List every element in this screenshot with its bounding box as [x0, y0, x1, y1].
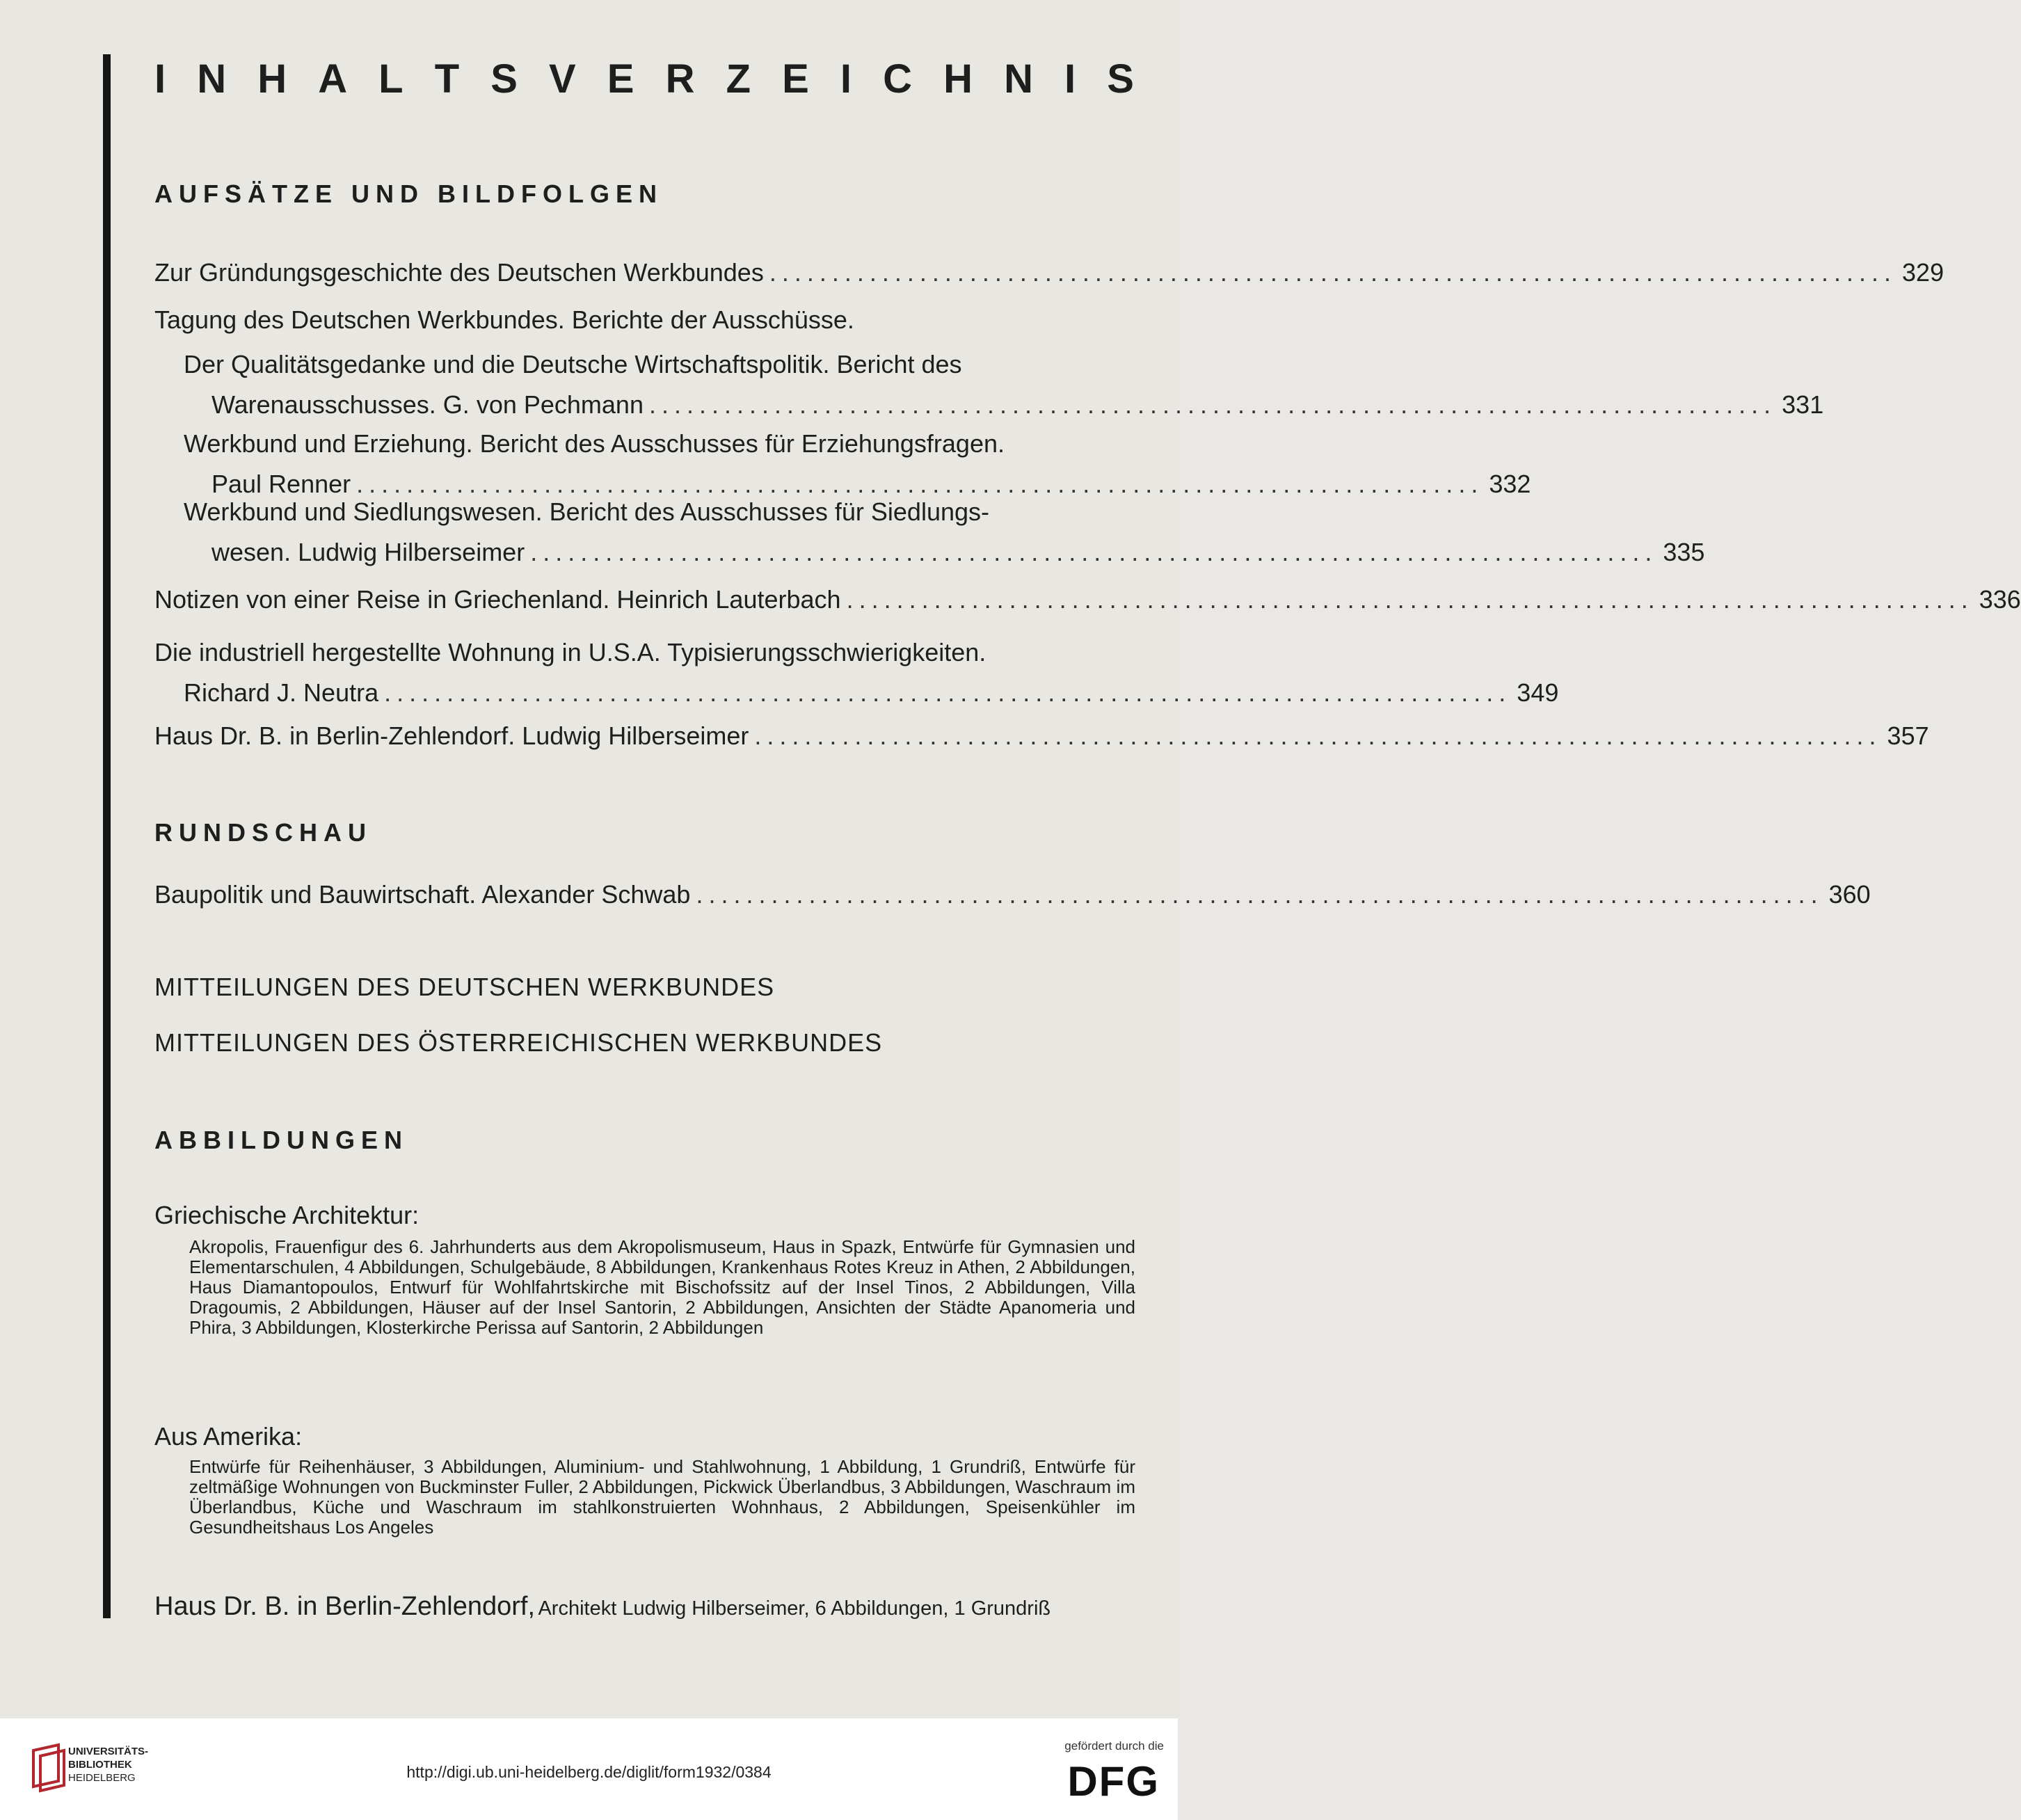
entry-title-line1: Der Qualitätsgedanke und die Deutsche Wirtschaftspolitik. Bericht des	[184, 350, 962, 378]
entry-title: Notizen von einer Reise in Griechenland. Heinrich Lauterbach	[154, 585, 841, 614]
abbildungen-amerika-text: Entwürfe für Reihenhäuser, 3 Abbildungen, Aluminium- und Stahlwohnung, 1 Abbildung, 1 Grundriß, Entwürfe für zeltmäßige Wohnungen von Buckminster Fuller, 2 Abbildungen, Pickwick Überlandbus, 3 Abbildungen, Waschraum im Überlandbus, Küche und Waschraum im stahlkonstruierten Wohnhaus, 2 Abbildungen, Speisenkühler im Gesundheitshaus Los Angeles	[189, 1456, 1135, 1538]
toc-entry	[154, 878, 1871, 911]
title-letter: L	[378, 56, 404, 102]
abbildungen-griechisch-heading: Griechische Architektur:	[154, 1201, 420, 1229]
leader-dots: ..........................................................................................	[769, 258, 1897, 287]
page-title	[154, 54, 1134, 104]
source-url-link[interactable]: http://digi.ub.uni-heidelberg.de/diglit/form1932/0384	[406, 1763, 772, 1781]
title-letter: T	[434, 56, 460, 102]
section-heading-rundschau: RUNDSCHAU	[154, 818, 372, 847]
toc-entry	[154, 256, 1944, 289]
title-letter: C	[883, 56, 912, 102]
dfg-logo: DFG	[1067, 1758, 1160, 1805]
leader-dots: ..........................................................................................	[648, 390, 1777, 419]
entry-title: Zur Gründungsgeschichte des Deutschen Werkbundes	[154, 258, 764, 287]
abbildungen-haus-line	[154, 1592, 1051, 1622]
title-letter: I	[154, 56, 166, 102]
title-letter: S	[490, 56, 518, 102]
abbildungen-griechisch-text: Akropolis, Frauenfigur des 6. Jahrhunderts aus dem Akropolismuseum, Haus in Spazk, Entwürfe für Gymnasien und Elementarschulen, 4 Abbildungen, Schulgebäude, 8 Abbildungen, Krankenhaus Rotes Kreuz in Athen, 2 Abbildungen, Haus Diamantopoulos, Entwurf für Wohlfahrtskirche mit Bischofssitz auf der Insel Tinos, 2 Abbildungen, Villa Dragoumis, 2 Abbildungen, Häuser auf der Insel Santorin, 2 Abbildungen, Ansichten der Städte Apanomeria und Phira, 3 Abbildungen, Klosterkirche Perissa auf Santorin, 2 Abbildungen	[189, 1236, 1135, 1338]
leader-dots: ..........................................................................................	[356, 470, 1484, 498]
entry-title: Baupolitik und Bauwirtschaft. Alexander Schwab	[154, 880, 691, 909]
section-heading-abbildungen: ABBILDUNGEN	[154, 1126, 408, 1154]
title-letter: I	[840, 56, 852, 102]
page-number: 357	[1887, 721, 1929, 750]
toc-entry	[154, 303, 1135, 337]
page-number: 349	[1517, 678, 1559, 707]
leader-dots: ..........................................................................................	[696, 880, 1823, 909]
title-letter: E	[782, 56, 809, 102]
toc-entry	[154, 427, 1531, 501]
toc-entry	[154, 495, 1705, 569]
haus-details: Architekt Ludwig Hilberseimer, 6 Abbildungen, 1 Grundriß	[538, 1597, 1051, 1620]
entry-title: Haus Dr. B. in Berlin-Zehlendorf. Ludwig Hilberseimer	[154, 721, 749, 750]
mitteilungen-oesterreich: MITTEILUNGEN DES ÖSTERREICHISCHEN WERKBUNDES	[154, 1028, 883, 1057]
title-letter: N	[1004, 56, 1033, 102]
viewer-footer	[0, 1718, 1178, 1820]
leader-dots: ..........................................................................................	[530, 538, 1658, 566]
toc-entry	[154, 636, 1559, 710]
title-letter: I	[1064, 56, 1076, 102]
title-letter: N	[197, 56, 227, 102]
page-number: 335	[1663, 538, 1705, 566]
entry-title-line2: Paul Renner	[211, 470, 351, 498]
title-letter: E	[607, 56, 634, 102]
page-number: 336	[1979, 585, 2021, 614]
title-letter: S	[1107, 56, 1134, 102]
page-number: 329	[1902, 258, 1944, 287]
entry-title-line2: wesen. Ludwig Hilberseimer	[211, 538, 525, 566]
library-name-line3: HEIDELBERG	[68, 1772, 136, 1784]
entry-title-line1: Werkbund und Erziehung. Bericht des Ausschusses für Erziehungsfragen.	[184, 429, 1005, 458]
title-letter: H	[257, 56, 287, 102]
toc-entry	[154, 348, 1824, 422]
title-letter: R	[665, 56, 695, 102]
leader-dots: ..........................................................................................	[846, 585, 1974, 614]
funding-note: gefördert durch die	[1064, 1739, 1164, 1753]
entry-title-line2: Richard J. Neutra	[184, 678, 379, 707]
title-letter: A	[318, 56, 348, 102]
title-letter: H	[943, 56, 973, 102]
section-heading-aufsaetze: AUFSÄTZE UND BILDFOLGEN	[154, 179, 663, 208]
vertical-rule	[103, 54, 111, 1618]
mitteilungen-deutsch: MITTEILUNGEN DES DEUTSCHEN WERKBUNDES	[154, 973, 775, 1001]
entry-title: Tagung des Deutschen Werkbundes. Berichte der Ausschüsse.	[154, 305, 854, 334]
page-number: 332	[1489, 470, 1531, 498]
library-name-line2: BIBLIOTHEK	[68, 1759, 132, 1771]
entry-title-line1: Werkbund und Siedlungswesen. Bericht des Ausschusses für Siedlungs-	[184, 497, 989, 526]
leader-dots: ..........................................................................................	[754, 721, 1882, 750]
abbildungen-amerika-heading: Aus Amerika:	[154, 1422, 303, 1451]
title-letter: V	[549, 56, 576, 102]
toc-entry	[154, 583, 2021, 616]
leader-dots: ..........................................................................................	[384, 678, 1512, 707]
haus-title: Haus Dr. B. in Berlin-Zehlendorf,	[154, 1592, 536, 1621]
title-letter: Z	[726, 56, 751, 102]
toc-entry	[154, 719, 1929, 753]
entry-title-line1: Die industriell hergestellte Wohnung in U.S.A. Typisierungsschwierigkeiten.	[154, 638, 986, 666]
library-name-line1: UNIVERSITÄTS-	[68, 1746, 149, 1757]
entry-title-line2: Warenausschusses. G. von Pechmann	[211, 390, 644, 419]
page-number: 360	[1828, 880, 1871, 909]
page-number: 331	[1782, 390, 1824, 419]
